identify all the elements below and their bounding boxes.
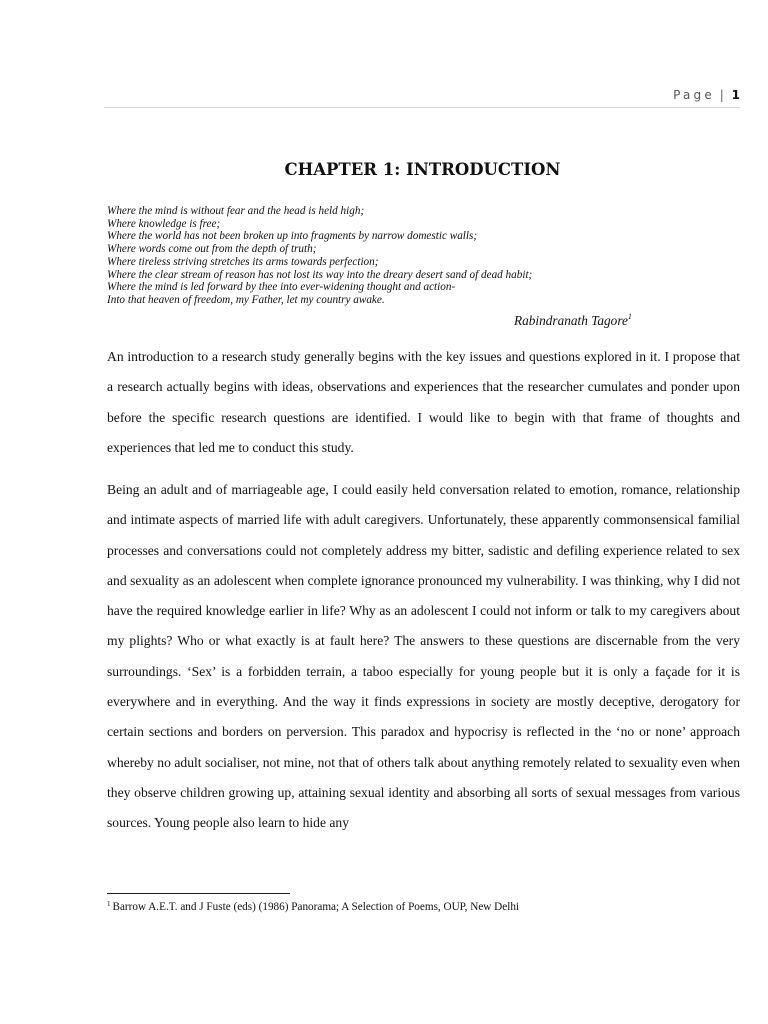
footnote-number: 1 [107,900,111,908]
footnote-divider [107,893,290,894]
poem-line: Where words come out from the depth of truth; [107,243,317,256]
epigraph-attribution [514,313,632,329]
chapter-title: CHAPTER 1: INTRODUCTION [284,160,561,179]
body-paragraph: Being an adult and of marriageable age, I could easily held conversation related to emotion, romance, relationship and intimate aspects of married life with adult caregivers. Unfortunately, these apparently commonsensical familial processes and conversations could not completely address my bitter, sadistic and defiling experience related to sex and sexuality as an adolescent when complete ignorance pronounced my vulnerability. I was thinking, why I did not have the required knowledge earlier in life? Why as an adolescent I could not inform or talk to my caregivers about my plights? Who or what exactly is at fault here? The answers to these questions are discernable from the very surroundings. ‘Sex’ is a forbidden terrain, a taboo especially for young people but it is only a façade for it is everywhere and in everything. And the way it finds expressions in society are mostly deceptive, derogatory for certain sections and borders on perversion. This paradox and hypocrisy is reflected in the ‘no or none’ approach whereby no adult socialiser, not mine, not that of others talk about anything remotely related to sexuality even when they observe children growing up, attaining sexual identity and absorbing all sorts of sexual messages from various sources. Young people also learn to hide any [107,482,740,831]
poem-line: Where the clear stream of reason has not lost its way into the dreary desert sand of dead habit; [107,268,533,281]
page-number: 1 [731,88,740,102]
epigraph-poem [107,205,747,307]
poem-line: Where the mind is without fear and the head is held high; [107,205,365,217]
footnote-text: Barrow A.E.T. and J Fuste (eds) (1986) Panorama; A Selection of Poems, OUP, New Delhi [112,901,520,913]
poem-line: Where tireless striving stretches its arms towards perfection; [107,255,379,268]
page-header-separator: | [719,88,724,102]
poem-line: Where the mind is led forward by thee into ever-widening thought and action- [107,281,456,294]
footnote [107,901,519,913]
page-header [673,88,740,102]
attribution-author: Rabindranath Tagore [514,313,628,328]
body-paragraph: An introduction to a research study generally begins with the key issues and questions explored in it. I propose that a research actually begins with ideas, observations and experiences that the researcher cumulates and ponder upon before the specific research questions are identified. I would like to begin with that frame of thoughts and experiences that led me to conduct this study. [107,349,740,455]
poem-line: Where the world has not been broken up into fragments by narrow domestic walls; [107,230,478,243]
page-header-word: Page [673,88,715,102]
poem-line: Where knowledge is free; [107,217,221,230]
poem-line: Into that heaven of freedom, my Father, let my country awake. [107,293,385,306]
footnote-reference[interactable]: 1 [627,312,632,321]
header-divider [104,107,740,108]
